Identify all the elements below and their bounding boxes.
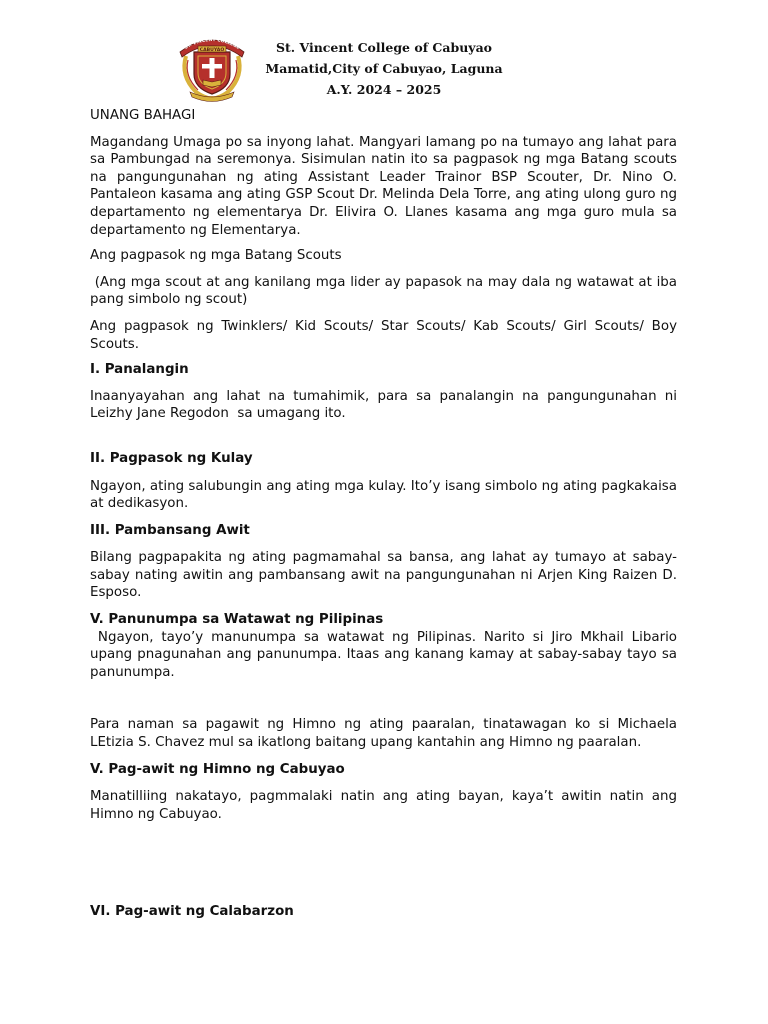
scouts-groups: Ang pagpasok ng Twinklers/ Kid Scouts/ Star Scouts/ Kab Scouts/ Girl Scouts/ Boy Scouts. — [90, 318, 677, 352]
academic-year: A.Y. 2024 – 2025 — [326, 82, 442, 97]
scouts-note: (Ang mga scout at ang kanilang mga lider ay papasok na may dala ng watawat at iba pang simbolo ng scout) — [90, 274, 682, 308]
document-body — [90, 107, 682, 921]
document-page — [90, 0, 682, 1024]
section-text-himno-cabuyao: Manatilliing nakatayo, pagmmalaki natin ang ating bayan, kaya’t awitin natin ang Himno ng Cabuyao. — [90, 789, 677, 822]
part-title: UNANG BAHAGI — [90, 108, 196, 123]
svg-text:CABUYAO: CABUYAO — [199, 47, 225, 53]
school-seal-icon — [176, 30, 248, 102]
section-title-pambansang-awit: III. Pambansang Awit — [90, 522, 250, 538]
section-title-calabarzon: VI. Pag-awit ng Calabarzon — [90, 904, 294, 920]
intro-paragraph: Magandang Umaga po sa inyong lahat. Mangyari lamang po na tumayo ang lahat para sa Pambungad na seremonya. Sisimulan natin ito sa pagpasok ng mga Batang scouts na pangungunahan ng ating Assistant Leader Trainor BSP Scouter, Dr. Nino O. Pantaleon kasama ang ating GSP Scout Dr. Melinda Dela Torre, ang ating ulong guro ng departamento ng elementarya Dr. Elivira O. Llanes kasama ang mga guro mula sa departamento ng Elementarya. — [90, 134, 677, 238]
letterhead — [90, 0, 677, 108]
section-text-kulay: Ngayon, ating salubungin ang ating mga kulay. Ito’y isang simbolo ng ating pagkakaisa at dedikasyon. — [90, 478, 677, 512]
svg-text:ST. VINCENT COLLEGE: ST. VINCENT COLLEGE — [183, 37, 241, 51]
section-title-kulay: II. Pagpasok ng Kulay — [90, 450, 253, 466]
section-text-pambansang-awit: Bilang pagpapakita ng ating pagmamahal sa bansa, ang lahat ay tumayo at sabay-sabay nating awitin ang pambansang awit na pangungunahan ni Arjen King Raizen D. Esposo. — [90, 550, 677, 601]
section-title-himno-cabuyao: V. Pag-awit ng Himno ng Cabuyao — [90, 761, 345, 777]
section-title-panalangin: I. Panalangin — [90, 362, 189, 378]
section-text-panalangin: Inaanyayahan ang lahat na tumahimik, para sa panalangin na pangungunahan ni Leizhy Jane Regodon sa umagang ito. — [90, 388, 682, 422]
hymn-intro-paragraph: Para naman sa pagawit ng Himno ng ating paaralan, tinatawagan ko si Michaela LEtizia S. Chavez mul sa ikatlong baitang upang kantahin ang Himno ng paaralan. — [90, 717, 677, 751]
section-text-panunumpa: Ngayon, tayo’y manunumpa sa watawat ng Pilipinas. Narito si Jiro Mkhail Libario upang pnagunahan ang panunumpa. Itaas ang kanang kamay at sabay-sabay tayo sa panunumpa. — [90, 629, 682, 680]
scouts-entry: Ang pagpasok ng mga Batang Scouts — [90, 248, 342, 264]
letterhead-text — [250, 37, 518, 100]
school-name: St. Vincent College of Cabuyao — [275, 40, 493, 55]
section-title-panunumpa: V. Panunumpa sa Watawat ng Pilipinas — [90, 612, 384, 628]
school-address: Mamatid,City of Cabuyao, Laguna — [265, 61, 503, 76]
